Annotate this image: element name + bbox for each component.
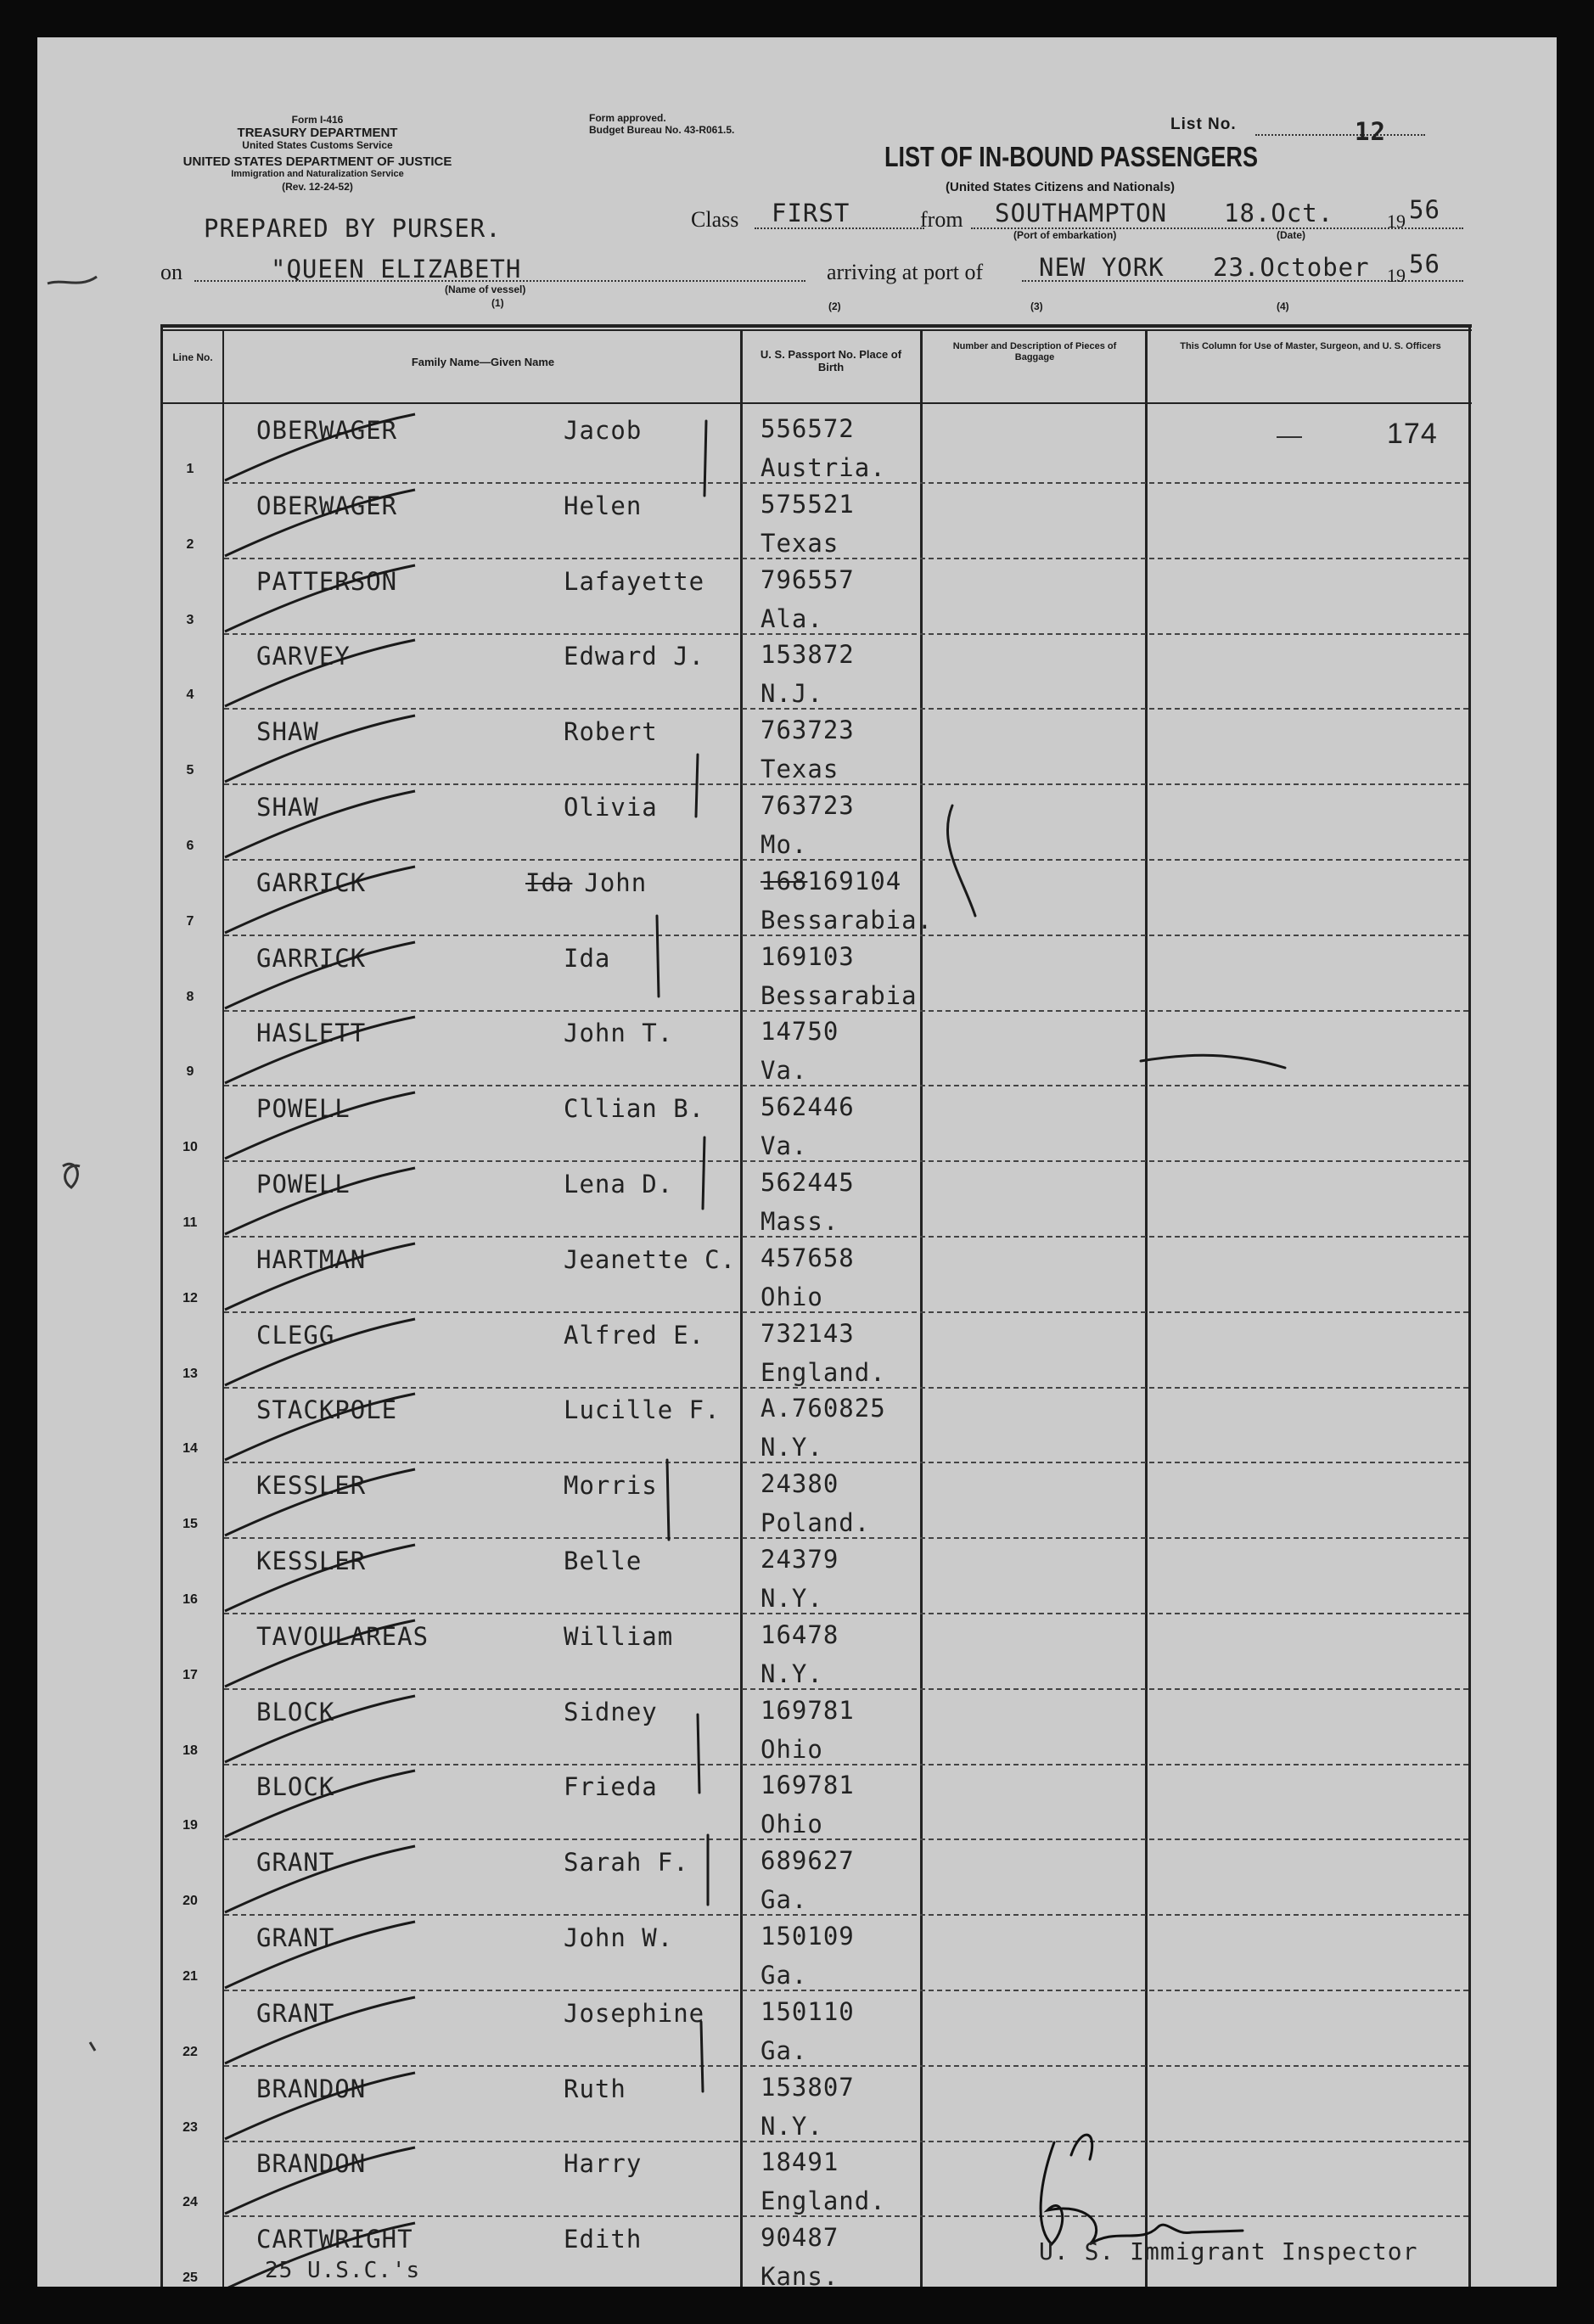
line-number: 12 [182,1290,198,1305]
margin-stroke [1141,1055,1285,1068]
passport-number: 150109 [761,1922,855,1951]
col1-number: (1) [491,297,504,309]
from-label: from [920,207,963,232]
given-name: Lucille F. [564,1395,721,1425]
passport-number: 796557 [761,564,855,594]
passport-number: 169781 [761,1771,855,1800]
col-header-passport: U. S. Passport No. Place of Birth [760,348,902,373]
birthplace: N.Y. [761,1433,823,1462]
family-name: CLEGG [256,1320,335,1350]
birthplace: Bessarabia [761,980,918,1010]
line-number: 18 [182,1743,198,1758]
birthplace: Ga. [761,1961,808,1990]
birthplace: Ohio [761,1810,823,1839]
line-number: 25 [182,2271,198,2286]
given-name: Morris [564,1471,658,1501]
family-name: PATTERSON [256,566,398,596]
birthplace: Ga. [761,1885,808,1915]
birthplace: Ohio [761,1734,823,1764]
passport-number: 14750 [761,1017,839,1047]
birthplace: Poland. [761,1508,871,1538]
arrival-date: 23.October [1213,253,1370,282]
line-number: 17 [182,1667,198,1682]
struck-given-name: Ida [525,867,573,897]
justice-dept: UNITED STATES DEPARTMENT OF JUSTICE [182,154,452,169]
family-name: BRANDON [256,2149,367,2179]
birthplace: N.Y. [761,2111,823,2141]
given-name: Robert [564,717,658,747]
passenger-count: 25 U.S.C.'s [265,2258,421,2283]
passport-number: 24379 [761,1545,839,1574]
line-number: 10 [182,1140,198,1155]
bracket-mark [698,1715,699,1793]
bracket-mark [657,916,659,996]
bracket-mark [703,1137,704,1209]
birthplace: Mo. [761,830,808,859]
given-name: Sidney [564,1697,658,1726]
line-number: 24 [182,2195,198,2210]
arrival-year-prefix: 19 [1387,265,1406,286]
family-name: SHAW [256,717,319,747]
arrival-port: NEW YORK [1039,253,1165,282]
line-number: 7 [186,913,194,929]
line-number: 20 [182,1894,198,1909]
line-number: 19 [182,1818,198,1833]
given-name: Lena D. [564,1170,674,1198]
arrival-year: 56 [1409,250,1440,278]
passport-number: 562446 [761,1092,855,1122]
line-number: 6 [186,839,194,853]
treasury-dept: TREASURY DEPARTMENT [237,126,398,140]
passport-number: 24380 [761,1469,839,1499]
family-name: KESSLER [256,1547,367,1575]
family-name: GARRICK [256,943,367,973]
bracket-mark [704,421,706,496]
family-name: KESSLER [256,1471,367,1501]
family-name: OBERWAGER [256,491,398,520]
birthplace: Ohio [761,1282,823,1311]
port-caption: (Port of embarkation) [1013,229,1117,241]
birthplace: Texas [761,755,839,784]
given-name: Belle [564,1547,643,1575]
line-number: 3 [186,612,194,627]
given-name: Olivia [564,793,658,822]
family-name: GARRICK [256,867,367,897]
bracket-mark [667,1460,669,1540]
family-name: BLOCK [256,1772,335,1802]
departure-date: 18.Oct. [1224,199,1334,227]
passport-number: 575521 [761,489,855,519]
family-name: OBERWAGER [256,416,398,445]
col4-number: (4) [1277,300,1289,312]
revision: (Rev. 12-24-52) [282,181,353,193]
passport-number: 763723 [761,791,855,820]
family-name: GARVEY [256,642,351,671]
inspector-signature [1041,2135,1243,2244]
col-header-line-no: Line No. [172,351,213,363]
birthplace: Austria. [761,453,886,482]
prepared-by: PREPARED BY PURSER. [204,214,502,243]
col3-number: (3) [1030,300,1043,312]
given-name: Edith [564,2225,643,2254]
family-name: CARTWRIGHT [256,2225,413,2254]
passport-number: 16478 [761,1620,839,1649]
line-number: 13 [182,1366,198,1381]
given-name: Helen [564,491,643,520]
birthplace: Ga. [761,2035,808,2065]
col-header-baggage: Number and Description of Pieces of Baggage [952,341,1117,362]
birthplace: Mass. [761,1207,839,1236]
passport-number: 150110 [761,1996,855,2026]
inspector-title: U. S. Immigrant Inspector [1039,2237,1418,2265]
form-approved: Form approved. [589,112,666,124]
family-name: SHAW [256,793,319,822]
line-number: 5 [186,763,194,778]
family-name: GRANT [256,1848,335,1878]
passport-number: 169104 [807,866,902,895]
line-number: 11 [182,1215,198,1230]
customs-service: United States Customs Service [242,139,393,151]
budget-number: Budget Bureau No. 43-R061.5. [589,124,735,136]
passport-number: 457658 [761,1243,855,1272]
passport-number: 153872 [761,640,855,670]
line-number: 14 [182,1441,198,1457]
family-name: HARTMAN [256,1244,367,1274]
line-number: 23 [182,2119,198,2135]
given-name: Alfred E. [564,1320,705,1350]
family-name: HASLETT [256,1019,367,1048]
passport-number: 732143 [761,1318,855,1348]
family-name: BLOCK [256,1697,335,1726]
on-label: on [160,260,182,284]
given-name: Ida [564,943,611,973]
given-name: Lafayette [564,566,705,596]
birthplace: N.Y. [761,1659,823,1688]
passport-number: A.760825 [761,1394,886,1423]
officer-note: 174 [1387,418,1438,450]
form-number: Form I-416 [291,114,344,126]
margin-marks [48,277,97,2051]
given-name: Jeanette C. [564,1244,737,1274]
family-name: GRANT [256,1998,335,2028]
col-header-officers: This Column for Use of Master, Surgeon, and U. S. Officers [1180,341,1441,351]
year-prefix: 19 [1387,211,1406,232]
passport-number: 763723 [761,716,855,745]
line-number: 9 [186,1064,194,1080]
birthplace: Kans. [761,2262,839,2287]
passport-number: 689627 [761,1846,855,1876]
document-title: LIST OF IN-BOUND PASSENGERS [884,141,1259,172]
arriving-label: arriving at port of [827,260,984,284]
given-name: Jacob [564,416,643,445]
immigration-service: Immigration and Naturalization Service [231,169,404,179]
birthplace: England. [761,1357,886,1387]
passport-number: 556572 [761,414,855,443]
line-number: 22 [182,2044,198,2059]
birthplace: Va. [761,1131,808,1161]
class-label: Class [691,207,739,232]
line-number: 2 [186,536,194,552]
family-name: STACKPOLE [256,1395,398,1425]
line-number: 4 [186,688,194,703]
given-name: John T. [564,1019,674,1048]
passport-number: 18491 [761,2147,839,2177]
date-caption: (Date) [1277,229,1306,241]
family-name: BRANDON [256,2074,367,2103]
family-name: GRANT [256,1923,335,1952]
given-name: Ruth [564,2074,626,2103]
passport-number: 153807 [761,2072,855,2102]
given-name: William [564,1621,674,1651]
class-value: FIRST [772,199,850,227]
list-no-label: List No. [1170,115,1237,133]
departure-year: 56 [1409,195,1440,224]
passport-number: 90487 [761,2223,839,2253]
line-number: 15 [182,1517,198,1532]
family-name: TAVOULAREAS [256,1621,429,1651]
embarkation-port: SOUTHAMPTON [995,199,1168,227]
birthplace: Bessarabia. [761,905,934,935]
line-number: 21 [182,1969,198,1984]
line-number: 1 [186,462,194,476]
bracket-mark [696,755,698,817]
given-name: Harry [564,2149,643,2179]
struck-passport: 168 [761,866,808,895]
list-number: 12 [1355,117,1386,146]
margin-stroke [947,806,975,916]
col2-number: (2) [828,300,841,312]
birthplace: England. [761,2186,886,2216]
birthplace: Texas [761,528,839,558]
document-page [37,37,1557,2287]
given-name: Sarah F. [564,1848,689,1878]
birthplace: N.Y. [761,1584,823,1613]
document-subtitle: (United States Citizens and Nationals) [946,180,1176,194]
given-name: John W. [564,1923,674,1952]
given-name: Edward J. [564,642,705,671]
vessel-name: "QUEEN ELIZABETH [271,255,522,283]
birthplace: N.J. [761,679,823,709]
birthplace: Va. [761,1056,808,1086]
passport-number: 562445 [761,1168,855,1197]
given-name: Frieda [564,1772,658,1802]
line-number: 8 [186,989,194,1004]
handwritten-marks [37,37,1557,2287]
vessel-caption: (Name of vessel) [445,283,526,295]
col-header-name: Family Name—Given Name [411,356,555,368]
bracket-mark [701,2022,703,2091]
given-name: John [584,867,648,897]
passport-number: 169781 [761,1695,855,1725]
line-number: 16 [182,1592,198,1607]
given-name: Cllian B. [564,1094,705,1124]
family-name: POWELL [256,1170,351,1198]
passport-number: 169103 [761,941,855,971]
given-name: Josephine [564,1998,705,2028]
birthplace: Ala. [761,603,823,633]
family-name: POWELL [256,1094,351,1124]
